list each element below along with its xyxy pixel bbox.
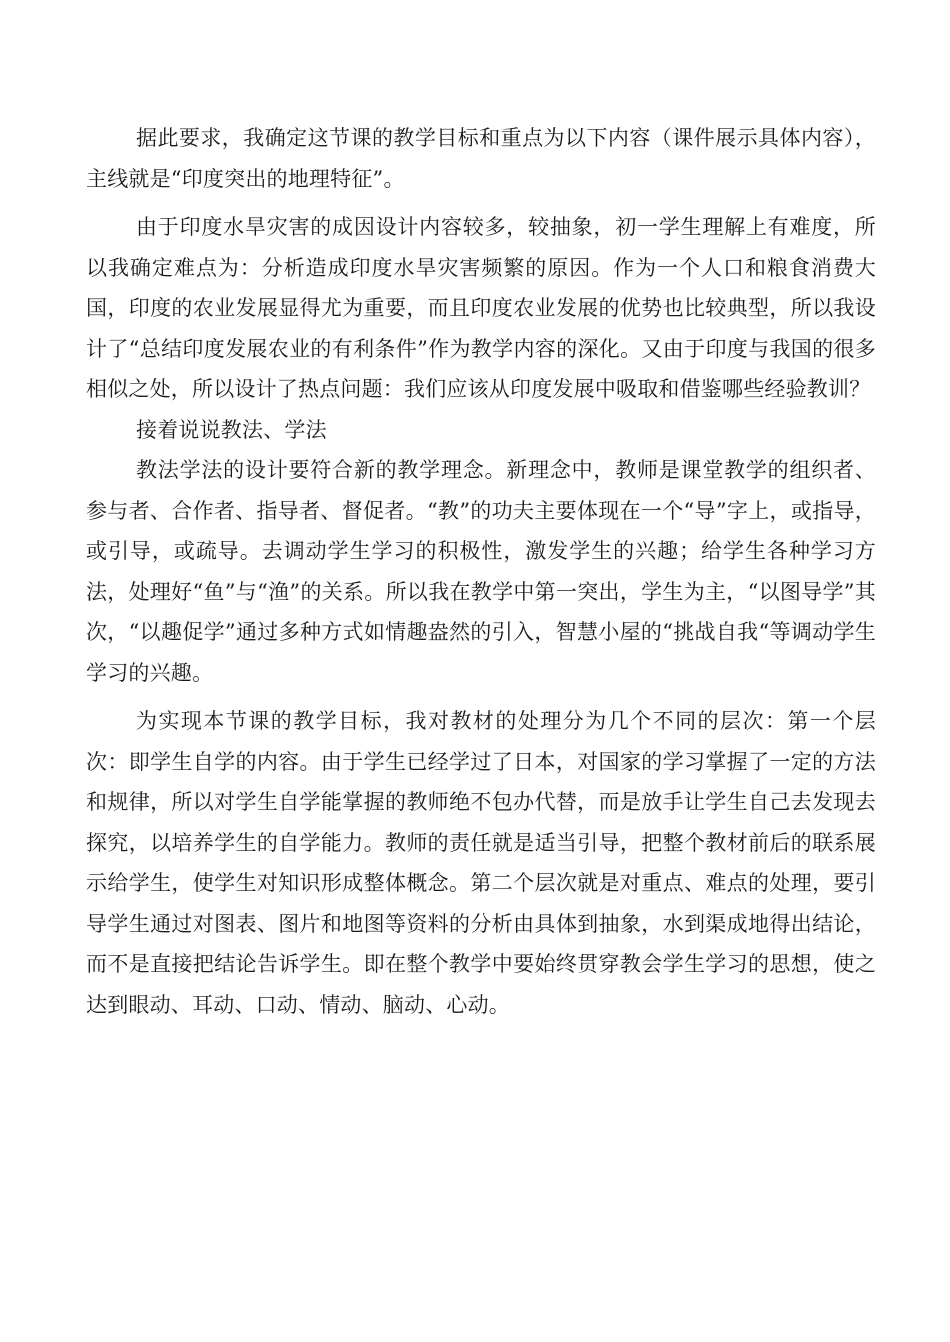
- paragraph-material-levels: 为实现本节课的教学目标，我对教材的处理分为几个不同的层次：第一个层次：即学生自学的内容。由于学生已经学过了日本，对国家的学习掌握了一定的方法和规律，所以对学生自学能掌握的教师绝不包办代替，而是放手让学生自己去发现去探究，以培养学生的自学能力。教师的责任就是适当引导，把整个教材前后的联系展示给学生，使学生对知识形成整体概念。第二个层次就是对重点、难点的处理，要引导学生通过对图表、图片和地图等资料的分析由具体到抽象，水到渠成地得出结论，而不是直接把结论告诉学生。即在整个教学中要始终贯穿教会学生学习的思想，使之达到眼动、耳动、口动、情动、脑动、心动。: [86, 709, 876, 1017]
- paragraph-methods-heading: 接着说说教法、学法: [136, 417, 327, 442]
- document-body: [86, 118, 876, 1025]
- paragraph-difficulties: 由于印度水旱灾害的成因设计内容较多，较抽象，初一学生理解上有难度，所以我确定难点为：分析造成印度水旱灾害频繁的原因。作为一个人口和粮食消费大国，印度的农业发展显得尤为重要，而且印度农业发展的优势也比较典型，所以我设计了“总结印度发展农业的有利条件”作为教学内容的深化。又由于印度与我国的很多相似之处，所以设计了热点问题：我们应该从印度发展中吸取和借鉴哪些经验教训？: [86, 215, 876, 401]
- paragraph-teaching-methods: 教法学法的设计要符合新的教学理念。新理念中，教师是课堂教学的组织者、参与者、合作者、指导者、督促者。“教”的功夫主要体现在一个“导”字上，或指导，或引导，或疏导。去调动学生学习的积极性，激发学生的兴趣；给学生各种学习方法，处理好“鱼”与“渔”的关系。所以我在教学中第一突出，学生为主，“以图导学”其次，“以趣促学”通过多种方式如情趣盎然的引入，智慧小屋的“挑战自我“等调动学生学习的兴趣。: [86, 458, 876, 685]
- paragraph-teaching-goals: 据此要求，我确定这节课的教学目标和重点为以下内容（课件展示具体内容），主线就是“印度突出的地理特征”。: [86, 126, 876, 191]
